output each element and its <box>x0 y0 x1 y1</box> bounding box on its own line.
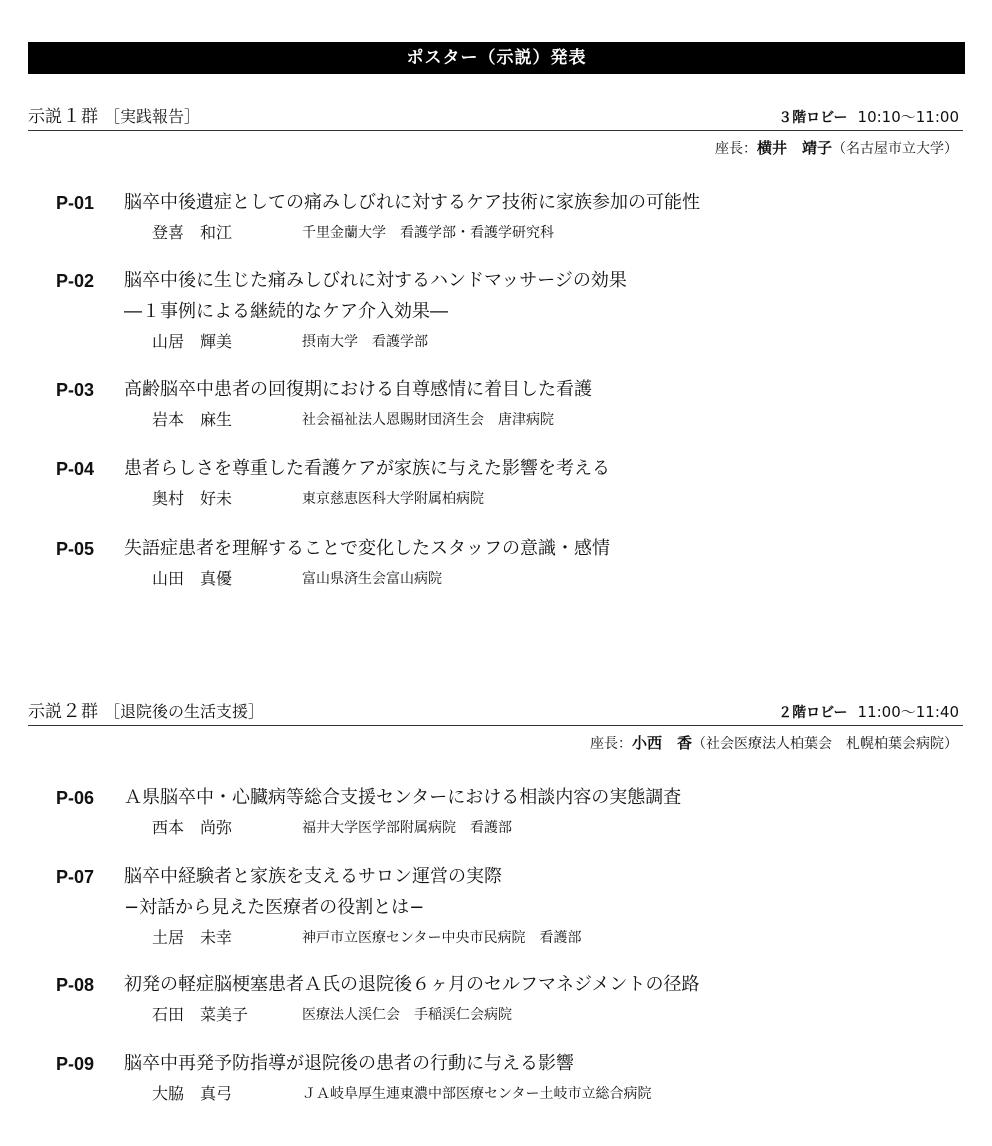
group-number: ２ <box>62 700 82 722</box>
section-banner: ポスター（示説）発表 <box>28 42 965 74</box>
group-schedule <box>778 106 959 129</box>
group-theme: ［実践報告］ <box>104 107 201 126</box>
chair-label: 座長： <box>589 736 632 752</box>
poster-title: 失語症患者を理解することで変化したスタッフの意識・感情 <box>124 538 610 559</box>
poster-subtitle: ―１事例による継続的なケア介入効果― <box>124 301 448 322</box>
poster-author: 土居 未幸 <box>152 928 233 947</box>
poster-affiliation: 摂南大学 看護学部 <box>302 334 428 350</box>
poster-author: 西本 尚弥 <box>152 818 233 837</box>
chair-name: 横井 靖子 <box>756 139 832 157</box>
poster-affiliation: 神戸市立医療センター中央市民病院 看護部 <box>302 930 582 946</box>
chairperson <box>715 138 958 159</box>
poster-id: P-06 <box>56 788 95 808</box>
poster-id: P-05 <box>56 539 95 559</box>
poster-affiliation: 社会福祉法人恩賜財団済生会 唐津病院 <box>302 412 554 428</box>
poster-title: 脳卒中後に生じた痛みしびれに対するハンドマッサージの効果 <box>124 270 627 291</box>
poster-affiliation: 医療法人渓仁会 手稲渓仁会病院 <box>302 1007 512 1023</box>
poster-author: 山田 真優 <box>152 569 233 588</box>
chair-affiliation: （社会医療法人柏葉会 札幌柏葉会病院） <box>692 736 958 752</box>
group-header <box>28 699 963 726</box>
poster-id: P-09 <box>56 1054 95 1074</box>
chair-label: 座長： <box>714 141 757 157</box>
group-label-suffix: 群 <box>81 702 99 722</box>
poster-affiliation: ＪＡ岐阜厚生連東濃中部医療センター土岐市立総合病院 <box>302 1086 652 1102</box>
poster-title: 脳卒中後遺症としての痛みしびれに対するケア技術に家族参加の可能性 <box>124 192 700 213</box>
group-schedule <box>778 701 959 724</box>
poster-affiliation: 富山県済生会富山病院 <box>302 571 442 587</box>
poster-author: 石田 菜美子 <box>152 1005 249 1024</box>
chairperson <box>590 733 958 754</box>
poster-title: 脳卒中再発予防指導が退院後の患者の行動に与える影響 <box>124 1053 574 1074</box>
poster-title: 高齢脳卒中患者の回復期における自尊感情に着目した看護 <box>124 379 592 400</box>
poster-id: P-08 <box>56 975 95 995</box>
poster-author: 奥村 好未 <box>152 489 233 508</box>
poster-id: P-02 <box>56 271 95 291</box>
poster-author: 山居 輝美 <box>152 332 233 351</box>
poster-subtitle: −対話から見えた医療者の役割とは− <box>124 897 425 918</box>
poster-affiliation: 東京慈恵医科大学附属柏病院 <box>302 491 484 507</box>
poster-title: 脳卒中経験者と家族を支えるサロン運営の実際 <box>124 866 502 887</box>
poster-title: 初発の軽症脳梗塞患者Ａ氏の退院後６ヶ月のセルフマネジメントの径路 <box>124 974 700 995</box>
group-time: 11:00〜11:40 <box>857 703 959 721</box>
group-theme: ［退院後の生活支援］ <box>104 702 265 721</box>
poster-author: 大脇 真弓 <box>152 1084 233 1103</box>
group-label: 示説 <box>28 107 62 127</box>
poster-affiliation: 福井大学医学部附属病院 看護部 <box>302 820 512 836</box>
poster-id: P-04 <box>56 459 95 479</box>
chair-affiliation: （名古屋市立大学） <box>832 141 958 157</box>
poster-author: 登喜 和江 <box>152 223 233 242</box>
group-header <box>28 104 963 131</box>
poster-affiliation: 千里金蘭大学 看護学部・看護学研究科 <box>302 225 554 241</box>
poster-title: 患者らしさを尊重した看護ケアが家族に与えた影響を考える <box>124 458 610 479</box>
group-label-suffix: 群 <box>81 107 99 127</box>
poster-title: Ａ県脳卒中・心臓病等総合支援センターにおける相談内容の実態調査 <box>124 787 682 808</box>
group-label: 示説 <box>28 702 62 722</box>
group-time: 10:10〜11:00 <box>857 108 959 126</box>
group-title <box>28 699 264 724</box>
group-location: ３階ロビー <box>778 110 848 126</box>
poster-id: P-03 <box>56 380 95 400</box>
poster-id: P-07 <box>56 867 95 887</box>
group-title <box>28 104 200 129</box>
poster-author: 岩本 麻生 <box>152 410 233 429</box>
chair-name: 小西 香 <box>631 734 692 752</box>
group-number: １ <box>62 105 82 127</box>
poster-id: P-01 <box>56 193 95 213</box>
group-location: ２階ロビー <box>778 705 848 721</box>
